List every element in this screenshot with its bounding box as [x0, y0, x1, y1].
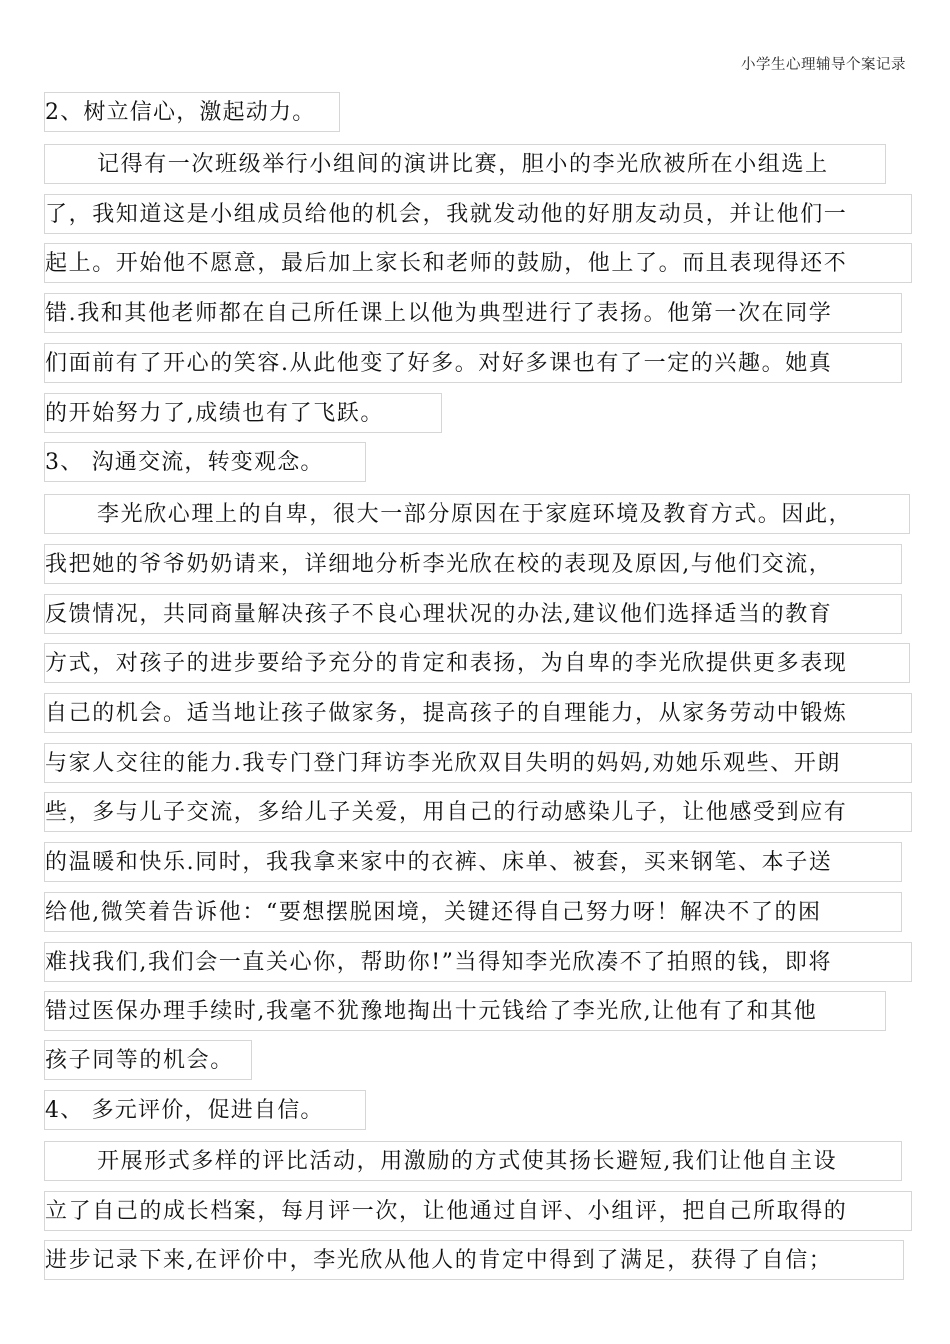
- text-line: 孩子同等的机会。: [44, 1040, 252, 1080]
- text-line: 的温暖和快乐.同时，我我拿来家中的衣裤、床单、被套，买来钢笔、本子送: [44, 842, 902, 882]
- text-line: 给他,微笑着告诉他：“要想摆脱困境，关键还得自己努力呀！解决不了的困: [44, 892, 902, 932]
- text-line: 了，我知道这是小组成员给他的机会，我就发动他的好朋友动员，并让他们一: [44, 194, 912, 234]
- text-line: 些，多与儿子交流，多给儿子关爱，用自己的行动感染儿子，让他感受到应有: [44, 792, 912, 832]
- text-line: 与家人交往的能力.我专门登门拜访李光欣双目失明的妈妈,劝她乐观些、开朗: [44, 743, 912, 783]
- text-line: 开展形式多样的评比活动，用激励的方式使其扬长避短,我们让他自主设: [44, 1141, 902, 1181]
- text-line: 们面前有了开心的笑容.从此他变了好多。对好多课也有了一定的兴趣。她真: [44, 343, 902, 383]
- section-heading-4: 4、 多元评价，促进自信。: [44, 1090, 366, 1130]
- section-heading-3: 3、 沟通交流，转变观念。: [44, 442, 366, 482]
- text-line: 进步记录下来,在评价中，李光欣从他人的肯定中得到了满足，获得了自信；: [44, 1240, 904, 1280]
- text-line: 自己的机会。适当地让孩子做家务，提高孩子的自理能力，从家务劳动中锻炼: [44, 693, 912, 733]
- text-line: 方式，对孩子的进步要给予充分的肯定和表扬，为自卑的李光欣提供更多表现: [44, 643, 910, 683]
- text-line: 错.我和其他老师都在自己所任课上以他为典型进行了表扬。他第一次在同学: [44, 293, 902, 333]
- text-line: 错过医保办理手续时,我毫不犹豫地掏出十元钱给了李光欣,让他有了和其他: [44, 991, 886, 1031]
- text-line: 立了自己的成长档案，每月评一次，让他通过自评、小组评，把自己所取得的: [44, 1191, 912, 1231]
- text-line: 起上。开始他不愿意，最后加上家长和老师的鼓励，他上了。而且表现得还不: [44, 243, 912, 283]
- text-line: 的开始努力了,成绩也有了飞跃。: [44, 393, 442, 433]
- text-line: 反馈情况，共同商量解决孩子不良心理状况的办法,建议他们选择适当的教育: [44, 594, 902, 634]
- page-header: 小学生心理辅导个案记录: [741, 57, 906, 73]
- text-line: 记得有一次班级举行小组间的演讲比赛，胆小的李光欣被所在小组选上: [44, 144, 886, 184]
- section-heading-2: 2、树立信心，激起动力。: [44, 92, 340, 132]
- text-line: 难找我们,我们会一直关心你，帮助你!”当得知李光欣凑不了拍照的钱，即将: [44, 942, 912, 982]
- text-line: 我把她的爷爷奶奶请来，详细地分析李光欣在校的表现及原因,与他们交流，: [44, 544, 902, 584]
- text-line: 李光欣心理上的自卑，很大一部分原因在于家庭环境及教育方式。因此，: [44, 494, 910, 534]
